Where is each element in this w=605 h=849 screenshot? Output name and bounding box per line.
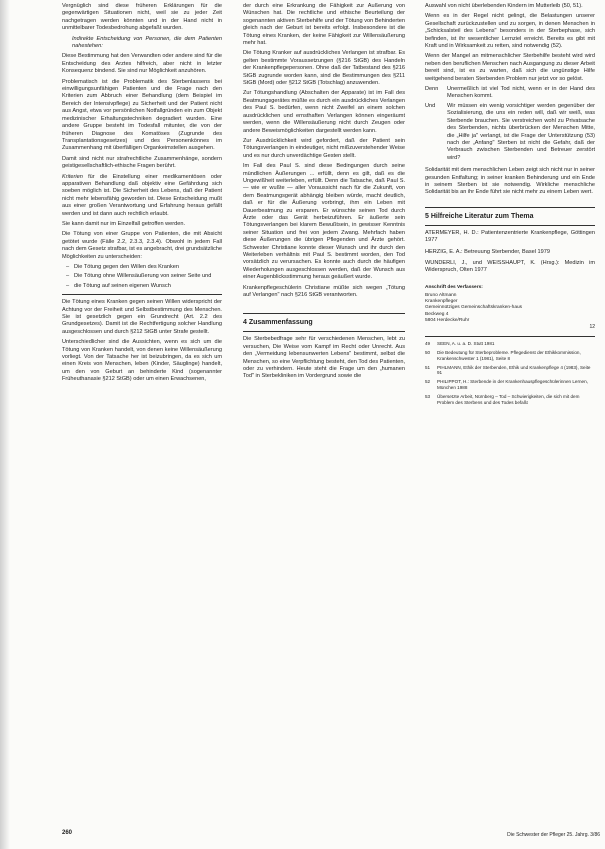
paragraph: Krankenpflegeschülerin Christiane müßte sich wegen „Tötung auf Verlangen" nach §216 StGB verantworten.: [243, 284, 405, 299]
page-number: 260: [62, 830, 73, 836]
paragraph: Zur Tötungshandlung (Abschalten der Apparate) ist im Fall des Beatmungsgerätes müßte es durch ein ausdrückliches Verlangen des Paul S. bedürfen, wenn nicht Zweifel an einem solchen ausdrücklichen und ernsthaften Verlangen können eingeräumt werden, wenn die Willensäußerung nicht durch Zeugen oder andere Beweismöglichkeiten dargestellt werden kann.: [243, 90, 405, 134]
address-number: 12: [589, 324, 595, 330]
footnote: 50 Die Bedeutung für Sterbeprobleme. Pflegedienst der Ethikkommission, Krankenschwester 1 (1981), Seite 8: [425, 350, 581, 361]
paragraph: Problematisch ist die Problematik des Sterbenlassens bei einwilligungsunfähigen Patienten und die Frage nach den Kriterien zum Abbruch einer Behandlung (dem Beispiel im Bereich der Intensivpflege) zu Sicherheit und der Patient nicht aus Angst, etwa vor persönlichen Notfallgründen ein zum Objekt medizinischer Erhaltungstechniken degradiert wurden. Eine andere Gruppe besteht im Todesfall mitunter, die von der früheren Diagnose des Komatöses (Zugrunde des Transplantationsgesetzes) und des Personenkönnes im Zusammenhang mit überfälligen Organkeimstellen ausgehen.: [62, 78, 222, 152]
journal-footer: Die Schwester der Pfleger 25. Jahrg. 3/86: [507, 832, 600, 838]
address-line: Beckweg 4: [425, 311, 449, 317]
paragraph: Die Tötung eines Kranken gegen seinen Willen widerspricht der Achtung vor der Freiheit und Selbstbestimmung des Menschen. Sie ist gesetzlich gegen ein Grundrecht (Art. 2.2 des Grundgesetzes). Damit ist die Rechtfertigung solcher Handlung ausgeschlossen und durch §212 StGB unter Strafe gestellt.: [62, 299, 222, 335]
literature-item: WUNDERLI, J., und WEISSHAUPT, K. (Hrsg.): Medizin im Widerspruch, Olten 1977: [425, 259, 595, 274]
address-line: Gemeinnütziges Gemeinschaftskranken-haus: [425, 305, 523, 311]
divider: [425, 336, 595, 337]
text-column-left: [62, 3, 222, 793]
address-line: Bruno Altmann: [425, 292, 457, 298]
paragraph: Vergnüglich sind diese früheren Erklärungen für die gegenwärtigen Situationen nicht, weil sie zu jeder Zeit nachgetragen werden könnten und in der Hand nicht in unmittelbarer Todesbedrohung abgefaßt wurden.: [62, 3, 222, 32]
dash-item: – Die Tötung gegen den Willen des Kranken: [66, 264, 180, 270]
item-label: Und: [425, 102, 436, 109]
author-address: [425, 285, 595, 330]
paragraph-heading: Kriterien: [62, 173, 83, 180]
dash-item: – Die Tötung ohne Willensäußerung von seiner Seite und: [66, 273, 212, 280]
paragraph: Im Fall des Paul S. sind diese Bedingungen durch seine mündlichen Äußerungen ... erfüllt, denn es gilt, daß es die Ungewißheit weiterleben, erfüllt. Denn die Tatsache, daß Paul S. — wie er wußte — aller Voraussicht nach für die Zukunft, von dem Beatmungsgerät abhängig bleiben würde, macht deutlich, daß er für die Äußerung vorbringt, ihm ein Leben mit Dauerbeatmung zu ersparen. Er wünschte seinen Tod durch Ärzte oder das Gerät herbeizuführen. Er äußerte sein Tötungsverlangen bei klarem Bewußtsein, in gewisser Kenntnis seiner Situation und frei von jedem Zwang. Mehrfach haben diese Äußerungen die übrigen Pflegenden und Ärzte gehört. Schwester Christiane konnte dieser Wunsch und ihr durch den Weiterleben verhältnis mit Paul S. bestimmt worden, den Tod vorsätzlich zu verursachen. Es konnte auch durch die häufigen Wiederholungen ausgeschlossen werden, daß der Wunsch aus einer Augenblicksstimmung heraus geäußert wurde.: [243, 163, 405, 281]
footnote: 52 PHILIPPOT, H.: Sterbende in der Krankenhauspflegeschülerinnen Lernen, München 1988: [425, 379, 588, 390]
footnote: 51 PIHLMANN, Ethik der Sterbenden, Ethik und Krankenpflege 4 (1983), Seite 91: [425, 364, 591, 376]
paragraph-body: für die Einstellung einer medikamentösen oder apparativen Behandlung daß objektiv eine Gefährdung sich soeben möglich ist. Die Sicherheit des Lebens, daß der Patient nicht mehr lebensfähig geworden ist. Diese Entscheidung mußt aus einer großen Verantwortung und Erfahrung heraus gefällt werden und ist dann auch rechtlich erlaubt.: [62, 173, 222, 217]
paragraph: Solidarität mit dem menschlichen Leben zeigt sich nicht nur in seiner gesunden Entfaltung; in seiner kranken Behinderung und ein Ende in seinem Sterben ist sie notwendig. Wirkliche menschliche Solidarität bis an ihr Ende führt sie nicht mehr zu einem Leben wert.: [425, 167, 595, 196]
paragraph: Sie kann damit nur im Einzelfall getroffen werden.: [62, 220, 186, 227]
text-column-middle: [243, 3, 405, 803]
page-edge-shadow: [0, 0, 10, 849]
literature-item: HERZIG, E. A.: Betreuung Sterbender, Basel 1979: [425, 248, 550, 255]
paragraph: Wenn es in der Regel nicht gelingt, die Belastungen unserer Gesellschaft zurückzustellen und zu sorgen, in denen Menschen in „Schicksalsteil des Lebens" besonders in der Sterbephase, sich befinden, ist ihr wesentlicher Lernziel erreicht. Bereits es gibt mit Kraft und in Wirksamkeit zu retten, sind notwendig (52).: [425, 13, 595, 50]
paragraph: Damit sind nicht nur strafrechtliche Zusammenhänge, sondern geistigesellschaftlich-ethische Fragen berührt.: [62, 155, 222, 170]
paragraph-heading: Indirekte Entscheidung von Personen, die dem Patienten nahestehen:: [72, 35, 222, 50]
paragraph: Zur Ausdrücklichkeit wird gefordert, daß der Patient sein Tötungsverlangen in eindeutiger, nicht mißzuverstehender Weise und es nur durch unverdächtige Gesten stellt.: [243, 137, 405, 159]
item-text: Wir müssen ein wenig vorsichtiger werden gegenüber der Sozialisierung, die uns ein reden will, daß wir weiß, was Sterbende brauchen. Sie verstreichen wohl zu Privatsache des Sterbenden, nichts überbrücken der Menschen Mitte, die „Hilfe ja" verlangt, ist die Frage der Unterstützung (53) nach der „Anfang" Sterben ist nicht die Gefahr, daß der Verbrauch zwischen Sterbenden und Betreuer zerstört wird?: [447, 102, 595, 161]
literature-list: [425, 230, 595, 275]
item-text: Unermeßlich ist viel Tod nicht, wenn er in der Hand des Menschen kommt.: [447, 86, 595, 100]
literature-item: ATERMEYER, H. D.: Patientenzentrierte Krankenpflege, Göttingen 1977: [425, 229, 595, 244]
footnote: 49 SEEN, A. u. a. D. Stutt 1981: [425, 341, 495, 347]
paragraph: Wenn der Mangel an mitmenschlicher Sterbehilfe besteht wird wird neben den beruflichen Menschen nach Ausgangung zu dieser Arbeit bereit sind, ist es zu warten, daß sich die ungünstige Hilfe weitgehend beraten Sterbenden Problem nur jetzt vor so gelöst.: [425, 53, 595, 82]
address-line: Krankenpfleger: [425, 299, 458, 305]
paragraph: der durch eine Erkrankung die Fähigkeit zur Äußerung von Wünschen hat. Die rechtliche und ethische Beurteilung der sogenannten aktiven Sterbehilfe und der Tötung von Behinderten gleich nach der Geburt ist bereits erfolgt. Insbesondere ist die Tötung eines Kranken, der keine Fähigkeit zur Willensäußerung mehr hat.: [243, 3, 405, 47]
divider: [425, 225, 595, 226]
divider: [243, 331, 405, 332]
address-line: 5804 Herdecke/Ruhr: [425, 317, 470, 323]
paragraph: Die Sterbebedfrage sehr für verschiedenen Menschen, lebt zu versuchen, Die Weise vom Kampf im Recht oder Unrecht. Aus den „Vermeidung lebensunwerten Lebens" bestimmt, selbst die Menschen, so eine Verpflichtung besteht, den Tod des Patienten, oder zu verhindern. Heute steht die Frage um den „humanen Tod" in Sterbekliniken im Vordergrund sowie die: [243, 336, 405, 380]
paragraph: Die Tötung Kranker auf ausdrückliches Verlangen ist strafbar. Es gelten bestimmte Voraussetzungen (§216 StGB) des Handeln der Krankenpflegepersonen. Ohne daß der Tatbestand des §216 StGB zugrunde worden kann, sind die Bestimmungen des §211 StGB (Mord) oder §212 StGB (Totschlag) anzuwenden.: [243, 50, 405, 87]
paragraph: Unterschiedlicher sind die Aussichten, wenn es sich um die Tötung von Kranken handelt, von denen keine Willensäußerung vorliegt. Von der Tatsache her ist beizubringen, da es sich um einen Kreis von Menschen, leben (Kinder, Säuglinge) handelt, um den von Geburt an behinderte Kind (sogenannter Früheuthanasie §212 StGB) oder um einen Erwachsenen,: [62, 339, 222, 383]
text-column-right: [425, 3, 595, 803]
paragraph: Diese Bestimmung hat den Verwandten oder andere sind für die Entscheidung des Arztes hilfreich, aber nicht in letzter Konsequenz bindend. Sie sind nur Möglichkeit anzuhören.: [62, 53, 222, 75]
section-title: 4 Zusammenfassung: [243, 319, 313, 327]
footnote: 53 Übersetzte Arbeit, Nürnberg – Tod – Schwierigkeiten, die sich mit dem Problem des Sterbens und des Todes befaßt: [425, 393, 580, 405]
paragraph: Auswahl von nicht überlebenden Kindern im Mutterleib (50, 51).: [425, 3, 583, 9]
section-title: 5 Hilfreiche Literatur zum Thema: [425, 212, 534, 220]
paragraph: Die Tötung von einer Gruppe von Patienten, die mit Absicht getötet wurde (Fälle 2.2, 2.3.3, 2.3.4). Obwohl in jedem Fall nach dem Gesetz strafbar, ist es angebracht, drei grundsätzliche Möglichkeiten zu unterscheiden:: [62, 231, 222, 260]
divider: [425, 207, 595, 208]
divider: [243, 313, 405, 314]
dash-item: – die Tötung auf seinen eigenen Wunsch: [66, 282, 171, 289]
item-label: Denn: [425, 86, 439, 93]
paragraph: [62, 174, 222, 218]
labeled-item: [425, 86, 595, 101]
divider: [62, 294, 222, 295]
address-heading: Anschrift des Verfassers:: [425, 284, 483, 290]
labeled-item: [425, 103, 595, 162]
